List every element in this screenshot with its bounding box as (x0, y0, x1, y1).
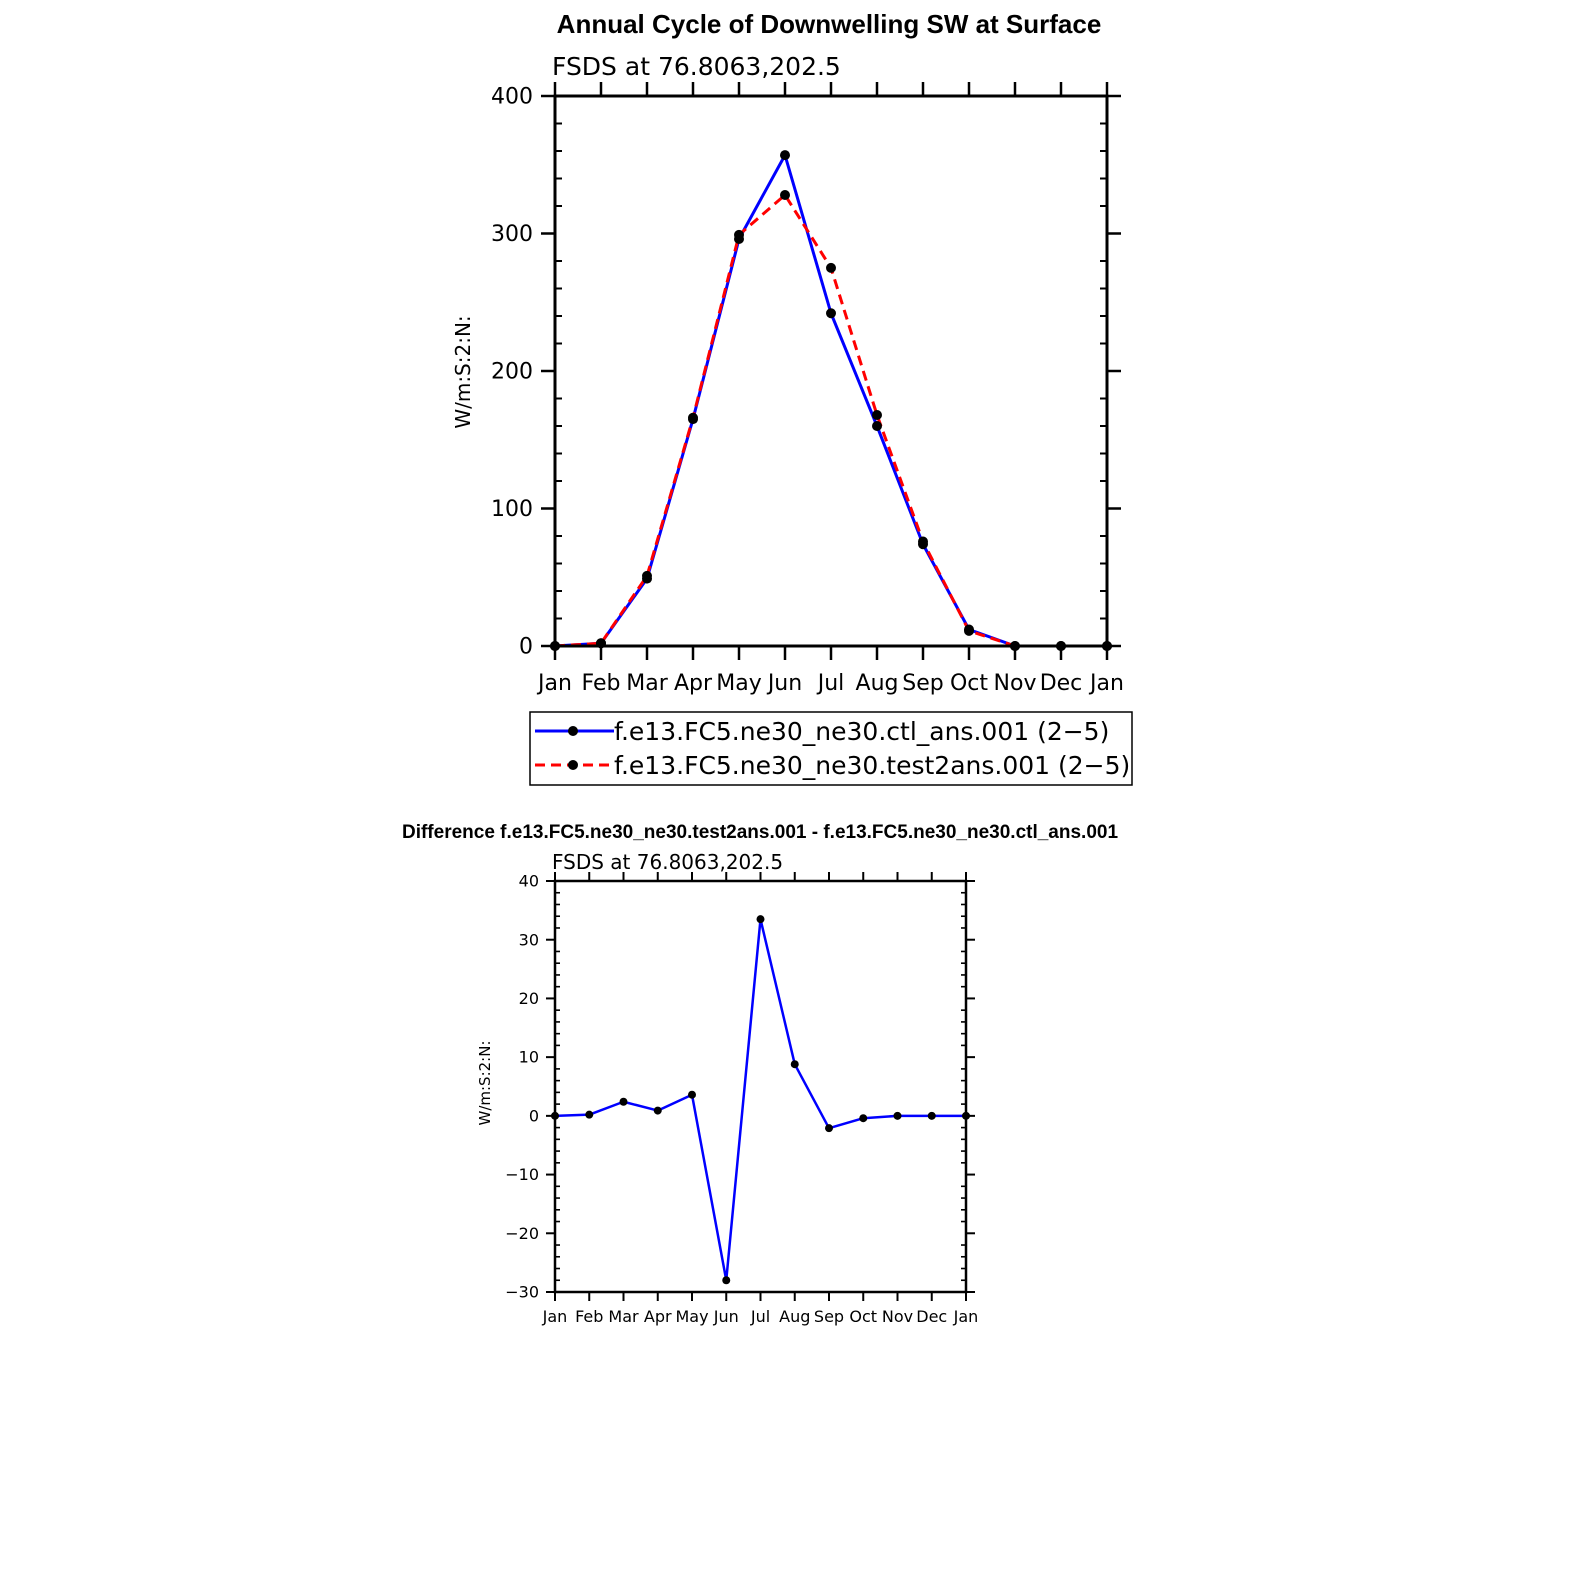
chart2-series-0-point (825, 1124, 833, 1132)
chart2-x-tick-label: May (675, 1307, 709, 1326)
chart1-x-tick-label: Jan (538, 671, 572, 696)
chart1-x-tick-label: Dec (1039, 671, 1083, 696)
chart1-subtitle: FSDS at 76.8063,202.5 (552, 52, 841, 81)
chart2-y-tick-label: −20 (505, 1223, 539, 1243)
chart2-x-tick-label: Oct (849, 1307, 878, 1326)
chart1-series-1-point (964, 626, 974, 636)
legend-marker-ctl (568, 726, 578, 736)
chart1-x-tick-label: Apr (673, 671, 713, 696)
chart2-y-tick-label: 30 (518, 930, 539, 950)
chart1-series-1-point (826, 263, 836, 273)
chart2-x-tick-label: Jun (713, 1307, 739, 1326)
chart2-x-tick-label: Feb (575, 1307, 604, 1326)
chart-annual-cycle (451, 9, 1132, 785)
chart1-series-1-line (555, 195, 1107, 646)
chart2-x-tick-label: Jul (750, 1307, 771, 1326)
chart1-series (550, 150, 1112, 651)
chart2-series-0-point (654, 1107, 662, 1115)
chart1-series-1-point (780, 190, 790, 200)
chart1-series-1-point (734, 230, 744, 240)
chart2-x-tick-label: Jan (953, 1307, 979, 1326)
chart2-series-0-point (928, 1112, 936, 1120)
chart1-series-1-point (688, 413, 698, 423)
chart1-series-0-point (826, 308, 836, 318)
chart-difference (402, 822, 1118, 1326)
chart2-series-0-point (722, 1276, 730, 1284)
chart1-x-tick-label: Nov (993, 671, 1037, 696)
chart1-y-tick-label: 0 (519, 634, 533, 660)
chart1-y-tick-labels (491, 85, 533, 660)
chart2-series (551, 915, 970, 1284)
chart2-x-tick-label: Nov (881, 1307, 914, 1326)
chart2-subtitle: FSDS at 76.8063,202.5 (552, 850, 784, 874)
chart1-y-tick-label: 400 (491, 84, 533, 110)
chart1-x-tick-label: Sep (902, 671, 944, 696)
chart2-x-tick-label: Jan (542, 1307, 568, 1326)
chart2-y-tick-label: −10 (505, 1165, 539, 1185)
chart1-plot-frame (555, 96, 1107, 646)
chart2-y-tick-labels (505, 872, 539, 1302)
chart1-series-0-point (872, 421, 882, 431)
chart1-x-tick-label: Jun (767, 671, 803, 696)
chart2-y-tick-label: −30 (505, 1282, 539, 1302)
chart1-series-1-point (642, 571, 652, 581)
chart1-x-tick-label: Jan (1090, 671, 1124, 696)
chart1-x-tick-label: Oct (949, 671, 989, 696)
chart2-series-0-point (585, 1111, 593, 1119)
chart1-series-1-point (918, 537, 928, 547)
legend-label-ctl: f.e13.FC5.ne30_ne30.ctl_ans.001 (2−5) (614, 717, 1110, 746)
chart2-ticks (546, 872, 975, 1301)
legend-label-test2: f.e13.FC5.ne30_ne30.test2ans.001 (2−5) (614, 751, 1131, 780)
chart2-x-tick-label: Aug (779, 1307, 811, 1326)
chart2-x-tick-labels (542, 1307, 979, 1326)
chart1-legend (530, 712, 1132, 785)
chart2-y-tick-label: 0 (528, 1106, 539, 1126)
chart1-x-tick-labels (536, 671, 1124, 696)
chart1-x-tick-label: Mar (626, 671, 668, 696)
chart2-x-tick-label: Mar (608, 1307, 639, 1326)
chart2-series-0-point (894, 1112, 902, 1120)
chart1-x-tick-label: May (716, 671, 762, 696)
chart1-ticks (541, 82, 1121, 660)
chart2-series-0-point (859, 1114, 867, 1122)
chart2-plot-frame (555, 881, 966, 1292)
chart1-y-tick-label: 300 (491, 222, 533, 248)
chart1-ylabel: W/m:S:2:N: (451, 315, 475, 429)
chart1-x-tick-label: Aug (855, 671, 899, 696)
chart1-y-tick-label: 200 (491, 359, 533, 385)
chart2-series-0-line (555, 919, 966, 1280)
chart1-series-1-point (872, 410, 882, 420)
chart2-series-0-point (620, 1098, 628, 1106)
chart1-x-tick-label: Jul (817, 671, 845, 696)
chart2-y-tick-label: 40 (518, 871, 539, 891)
chart1-x-tick-label: Feb (581, 671, 621, 696)
chart1-y-tick-label: 100 (491, 497, 533, 523)
legend-marker-test2 (568, 760, 578, 770)
chart2-ylabel: W/m:S:2:N: (476, 1040, 494, 1126)
chart1-series-0-line (555, 155, 1107, 646)
chart2-x-tick-label: Apr (643, 1307, 672, 1326)
chart2-series-0-point (757, 915, 765, 923)
chart1-title: Annual Cycle of Downwelling SW at Surface (556, 9, 1102, 39)
chart2-x-tick-label: Sep (813, 1307, 845, 1326)
chart1-series-0-point (780, 150, 790, 160)
chart2-y-tick-label: 20 (518, 989, 539, 1009)
chart2-x-tick-label: Dec (916, 1307, 948, 1326)
chart2-y-tick-label: 10 (518, 1047, 539, 1067)
chart2-series-0-point (791, 1060, 799, 1068)
chart2-series-0-point (688, 1091, 696, 1099)
chart2-title: Difference f.e13.FC5.ne30_ne30.test2ans.001 - f.e13.FC5.ne30_ne30.ctl_ans.001 (401, 822, 1119, 843)
